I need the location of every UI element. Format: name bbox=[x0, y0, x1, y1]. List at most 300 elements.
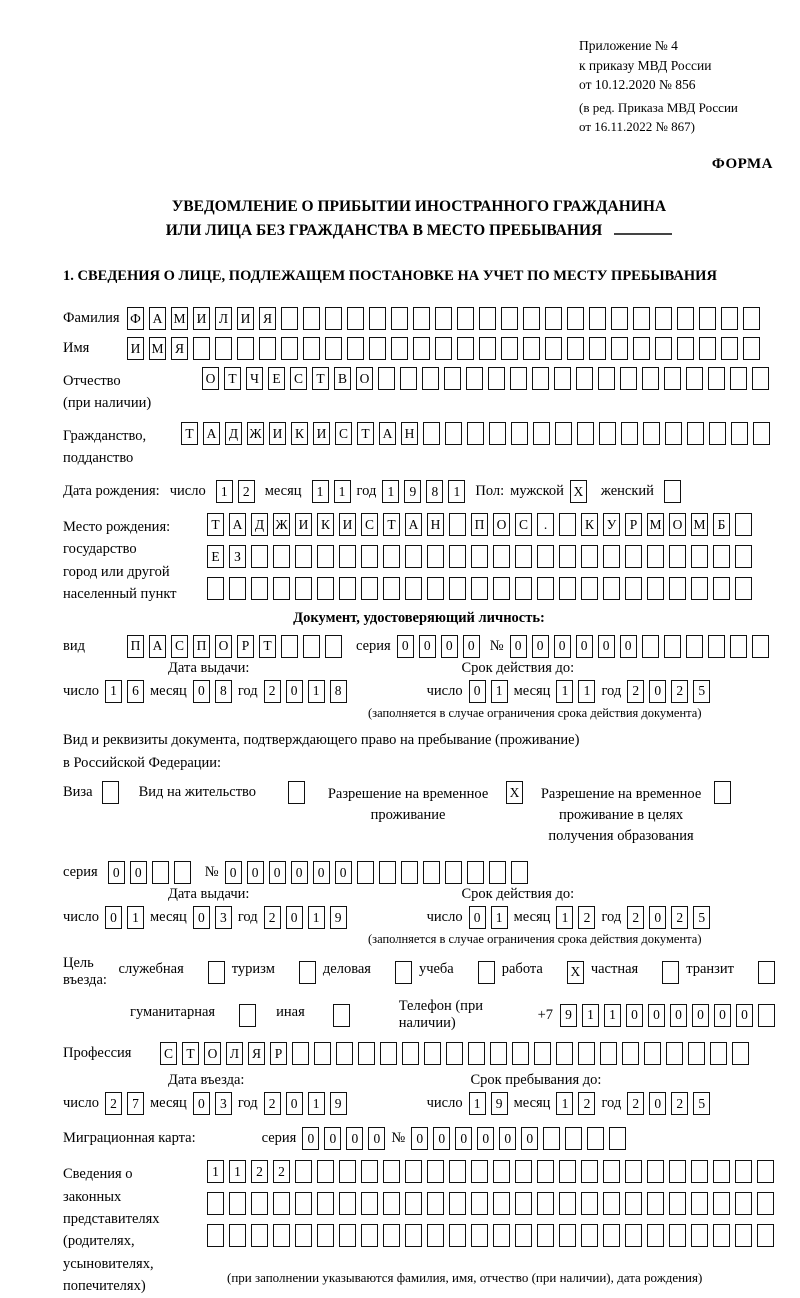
char-box bbox=[677, 337, 694, 360]
identity-doc-row bbox=[63, 635, 775, 658]
sex-label: Пол: bbox=[475, 482, 505, 499]
form-title-line2 bbox=[63, 219, 775, 242]
char-box: Л bbox=[215, 307, 232, 330]
char-box: 0 bbox=[302, 1127, 319, 1150]
char-box: Н bbox=[427, 513, 444, 536]
char-box: 1 bbox=[229, 1160, 246, 1183]
char-box bbox=[559, 1192, 576, 1215]
char-box bbox=[457, 337, 474, 360]
char-box: 2 bbox=[627, 906, 644, 929]
char-box: 1 bbox=[578, 680, 595, 703]
char-box bbox=[647, 1224, 664, 1247]
char-box bbox=[273, 577, 290, 600]
char-box bbox=[369, 337, 386, 360]
char-box: 2 bbox=[671, 680, 688, 703]
char-box bbox=[471, 545, 488, 568]
phone-prefix: +7 bbox=[537, 1006, 553, 1023]
issue-month-boxes bbox=[193, 680, 232, 703]
char-box: 2 bbox=[671, 1092, 688, 1115]
char-box bbox=[435, 307, 452, 330]
char-box: 0 bbox=[313, 861, 330, 884]
char-box: И bbox=[339, 513, 356, 536]
char-box bbox=[303, 635, 320, 658]
name-label: Имя bbox=[63, 339, 90, 356]
char-box: О bbox=[356, 367, 373, 390]
char-box bbox=[358, 1042, 375, 1065]
char-box: 1 bbox=[491, 680, 508, 703]
char-box: Т bbox=[312, 367, 329, 390]
char-box bbox=[677, 307, 694, 330]
year-label: год bbox=[237, 909, 258, 926]
visit-purpose-label: Цель въезда: bbox=[63, 955, 107, 989]
stay-month-boxes bbox=[556, 1092, 595, 1115]
char-box bbox=[603, 1224, 620, 1247]
char-box: 0 bbox=[649, 906, 666, 929]
char-box bbox=[471, 1160, 488, 1183]
option-visa bbox=[63, 781, 119, 804]
char-box bbox=[565, 1127, 582, 1150]
title-blank-line bbox=[614, 221, 672, 235]
char-box: 2 bbox=[251, 1160, 268, 1183]
char-box: 0 bbox=[397, 635, 414, 658]
identity-expiry-date-group bbox=[427, 680, 711, 703]
char-box bbox=[251, 1224, 268, 1247]
residence-series-boxes bbox=[108, 861, 191, 884]
char-box: 0 bbox=[736, 1004, 753, 1027]
char-box bbox=[325, 307, 342, 330]
char-box bbox=[699, 307, 716, 330]
char-box bbox=[576, 367, 593, 390]
char-box bbox=[413, 307, 430, 330]
edition-line: от 16.11.2022 № 867) bbox=[579, 118, 696, 134]
purpose-private-label: частная bbox=[590, 960, 639, 977]
char-box: 2 bbox=[238, 480, 255, 503]
char-box bbox=[405, 1160, 422, 1183]
expiry-year-boxes bbox=[627, 680, 710, 703]
char-box bbox=[633, 337, 650, 360]
char-box bbox=[708, 635, 725, 658]
char-box bbox=[207, 577, 224, 600]
char-box bbox=[251, 577, 268, 600]
option-temp-residence-education-checkbox bbox=[714, 781, 731, 804]
char-box bbox=[688, 1042, 705, 1065]
char-box: 1 bbox=[556, 906, 573, 929]
char-box: 9 bbox=[330, 906, 347, 929]
patronymic-row bbox=[63, 367, 775, 415]
char-box: 0 bbox=[193, 906, 210, 929]
representatives-note: (при заполнении указываются фамилия, имя, отчество (при наличии), дата рождения) bbox=[227, 1270, 703, 1286]
purpose-transit bbox=[686, 961, 775, 984]
char-box bbox=[423, 861, 440, 884]
section1-heading: 1. СВЕДЕНИЯ О ЛИЦЕ, ПОДЛЕЖАЩЕМ ПОСТАНОВКЕ НА УЧЕТ ПО МЕСТУ ПРЕБЫВАНИЯ bbox=[63, 267, 717, 284]
char-box bbox=[581, 1160, 598, 1183]
char-box bbox=[567, 337, 584, 360]
char-box bbox=[424, 1042, 441, 1065]
day-label: число bbox=[426, 909, 463, 926]
char-box bbox=[445, 861, 462, 884]
char-box bbox=[511, 422, 528, 445]
year-label: год bbox=[237, 682, 258, 699]
char-box bbox=[479, 337, 496, 360]
day-label: число bbox=[426, 1095, 463, 1112]
char-box bbox=[511, 861, 528, 884]
char-box bbox=[752, 635, 769, 658]
birth-place-label-line: Место рождения: bbox=[63, 518, 171, 535]
char-box bbox=[537, 577, 554, 600]
char-box bbox=[446, 1042, 463, 1065]
option-temp-residence bbox=[319, 781, 523, 826]
char-box: 1 bbox=[216, 480, 233, 503]
char-box bbox=[735, 577, 752, 600]
char-box bbox=[361, 1224, 378, 1247]
char-box: 2 bbox=[627, 1092, 644, 1115]
entry-day-boxes bbox=[105, 1092, 144, 1115]
sex-female-label: женский bbox=[600, 482, 654, 499]
residence-doc-dates bbox=[63, 906, 775, 929]
purpose-other-label: иная bbox=[276, 1003, 305, 1020]
char-box bbox=[281, 635, 298, 658]
char-box bbox=[757, 1160, 774, 1183]
expiry-date-header: Срок действия до: bbox=[461, 886, 575, 903]
char-box bbox=[336, 1042, 353, 1065]
expiry-month-boxes bbox=[556, 906, 595, 929]
birth-date-row bbox=[63, 480, 775, 503]
char-box: 0 bbox=[225, 861, 242, 884]
char-box bbox=[490, 1042, 507, 1065]
char-box: 0 bbox=[598, 635, 615, 658]
char-box: О bbox=[215, 635, 232, 658]
char-box bbox=[621, 422, 638, 445]
char-box bbox=[237, 337, 254, 360]
option-temp-residence-label: Разрешение на временное проживание bbox=[327, 786, 489, 824]
char-box bbox=[347, 337, 364, 360]
appendix-line: от 10.12.2020 № 856 bbox=[579, 77, 696, 93]
char-box: 0 bbox=[324, 1127, 341, 1150]
char-box bbox=[556, 1042, 573, 1065]
char-box bbox=[339, 1192, 356, 1215]
char-box: 1 bbox=[308, 680, 325, 703]
char-box bbox=[281, 337, 298, 360]
char-box bbox=[721, 337, 738, 360]
char-box bbox=[691, 545, 708, 568]
representatives-label-line: представителях bbox=[63, 1210, 160, 1227]
char-box bbox=[295, 1160, 312, 1183]
birth-place-label-line: населенный пункт bbox=[63, 586, 177, 603]
char-box bbox=[423, 422, 440, 445]
birth-place-label bbox=[63, 513, 207, 606]
char-box bbox=[545, 337, 562, 360]
year-label: год bbox=[601, 1095, 622, 1112]
char-box bbox=[589, 307, 606, 330]
char-box: Я bbox=[259, 307, 276, 330]
char-box bbox=[405, 545, 422, 568]
char-box bbox=[193, 337, 210, 360]
char-box: Р bbox=[270, 1042, 287, 1065]
patronymic-boxes bbox=[202, 367, 769, 390]
char-box bbox=[686, 635, 703, 658]
char-box bbox=[598, 367, 615, 390]
char-box bbox=[647, 577, 664, 600]
char-box: 0 bbox=[105, 906, 122, 929]
char-box bbox=[730, 635, 747, 658]
char-box bbox=[642, 367, 659, 390]
purpose-tourism-label: туризм bbox=[231, 960, 275, 977]
char-box bbox=[603, 1160, 620, 1183]
char-box bbox=[533, 422, 550, 445]
char-box bbox=[523, 337, 540, 360]
purpose-business-label: деловая bbox=[322, 960, 371, 977]
char-box: 9 bbox=[404, 480, 421, 503]
char-box bbox=[735, 1192, 752, 1215]
char-box bbox=[347, 307, 364, 330]
entry-year-boxes bbox=[264, 1092, 347, 1115]
char-box bbox=[471, 1192, 488, 1215]
char-box: 0 bbox=[670, 1004, 687, 1027]
residence-doc-series-row bbox=[63, 861, 775, 884]
form-title-line2-text: ИЛИ ЛИЦА БЕЗ ГРАЖДАНСТВА В МЕСТО ПРЕБЫВАНИЯ bbox=[165, 221, 603, 239]
name-row bbox=[63, 337, 775, 360]
sex-male-label: мужской bbox=[510, 482, 564, 499]
char-box: 0 bbox=[286, 906, 303, 929]
char-box: 5 bbox=[693, 1092, 710, 1115]
char-box bbox=[273, 545, 290, 568]
char-box bbox=[537, 545, 554, 568]
birth-place-row bbox=[63, 513, 775, 606]
char-box: Я bbox=[171, 337, 188, 360]
char-box bbox=[609, 1127, 626, 1150]
year-label: год bbox=[356, 482, 377, 499]
char-box: К bbox=[581, 513, 598, 536]
char-box bbox=[273, 1224, 290, 1247]
char-box bbox=[281, 307, 298, 330]
surname-row bbox=[63, 307, 775, 330]
char-box bbox=[501, 307, 518, 330]
char-box bbox=[587, 1127, 604, 1150]
char-box bbox=[664, 367, 681, 390]
char-box bbox=[554, 367, 571, 390]
patronymic-label-line1: Отчество bbox=[63, 372, 121, 389]
char-box: 0 bbox=[419, 635, 436, 658]
char-box bbox=[383, 1192, 400, 1215]
char-box bbox=[229, 1192, 246, 1215]
appendix-reference bbox=[579, 36, 775, 136]
char-box bbox=[603, 1192, 620, 1215]
form-label: ФОРМА bbox=[711, 156, 773, 173]
citizenship-label bbox=[63, 422, 181, 470]
char-box: А bbox=[149, 635, 166, 658]
char-box bbox=[559, 577, 576, 600]
char-box bbox=[317, 1192, 334, 1215]
identity-doc-kind-label: вид bbox=[63, 637, 85, 654]
char-box: 8 bbox=[330, 680, 347, 703]
char-box bbox=[599, 422, 616, 445]
char-box: 1 bbox=[556, 680, 573, 703]
char-box: 0 bbox=[286, 680, 303, 703]
char-box bbox=[427, 577, 444, 600]
char-box bbox=[743, 307, 760, 330]
char-box bbox=[709, 422, 726, 445]
char-box bbox=[611, 337, 628, 360]
birth-date-label: Дата рождения: bbox=[63, 482, 160, 499]
char-box: О bbox=[669, 513, 686, 536]
identity-doc-series-boxes bbox=[397, 635, 480, 658]
char-box: 1 bbox=[604, 1004, 621, 1027]
char-box: 6 bbox=[127, 680, 144, 703]
char-box bbox=[339, 545, 356, 568]
char-box: Т bbox=[259, 635, 276, 658]
char-box bbox=[515, 1192, 532, 1215]
representatives-label bbox=[63, 1160, 207, 1298]
char-box bbox=[489, 861, 506, 884]
option-residence-permit bbox=[139, 781, 305, 804]
entry-dates bbox=[63, 1092, 775, 1115]
birth-place-label-line: город или другой bbox=[63, 563, 170, 580]
char-box: 8 bbox=[215, 680, 232, 703]
char-box: 0 bbox=[576, 635, 593, 658]
char-box bbox=[647, 1160, 664, 1183]
char-box bbox=[669, 577, 686, 600]
char-box bbox=[622, 1042, 639, 1065]
char-box: 7 bbox=[127, 1092, 144, 1115]
char-box bbox=[757, 1192, 774, 1215]
char-box bbox=[383, 1160, 400, 1183]
char-box: А bbox=[229, 513, 246, 536]
char-box bbox=[207, 1224, 224, 1247]
char-box: П bbox=[127, 635, 144, 658]
char-box: 0 bbox=[247, 861, 264, 884]
representatives-label-line: усыновителях, bbox=[63, 1255, 154, 1272]
char-box: 0 bbox=[433, 1127, 450, 1150]
option-temp-residence-checkbox: X bbox=[506, 781, 523, 804]
char-box: П bbox=[471, 513, 488, 536]
char-box bbox=[361, 1160, 378, 1183]
identity-doc-dates bbox=[63, 680, 775, 703]
representatives-row bbox=[63, 1160, 775, 1298]
char-box bbox=[317, 1160, 334, 1183]
char-box bbox=[752, 367, 769, 390]
char-box: Е bbox=[207, 545, 224, 568]
char-box bbox=[361, 577, 378, 600]
char-box bbox=[743, 337, 760, 360]
char-box: И bbox=[127, 337, 144, 360]
char-box bbox=[753, 422, 770, 445]
char-box bbox=[655, 307, 672, 330]
char-box bbox=[435, 337, 452, 360]
char-box bbox=[567, 307, 584, 330]
char-box bbox=[467, 861, 484, 884]
char-box bbox=[471, 577, 488, 600]
visit-purpose-row2 bbox=[130, 998, 775, 1032]
char-box bbox=[449, 1160, 466, 1183]
residence-series-label: серия bbox=[63, 864, 98, 881]
char-box: 0 bbox=[291, 861, 308, 884]
patronymic-label-line2: (при наличии) bbox=[63, 395, 152, 412]
char-box bbox=[669, 1192, 686, 1215]
month-label: месяц bbox=[149, 682, 187, 699]
char-box: 0 bbox=[649, 680, 666, 703]
month-label: месяц bbox=[513, 682, 551, 699]
char-box bbox=[174, 861, 191, 884]
stay-year-boxes bbox=[627, 1092, 710, 1115]
representatives-label-line: Сведения о bbox=[63, 1166, 133, 1183]
char-box bbox=[317, 545, 334, 568]
char-box: А bbox=[379, 422, 396, 445]
char-box bbox=[314, 1042, 331, 1065]
char-box: 1 bbox=[334, 480, 351, 503]
char-box bbox=[317, 1224, 334, 1247]
char-box bbox=[699, 337, 716, 360]
char-box bbox=[379, 861, 396, 884]
migration-series-boxes bbox=[302, 1127, 385, 1150]
char-box bbox=[581, 577, 598, 600]
char-box bbox=[515, 577, 532, 600]
residence-doc-note: (заполняется в случае ограничения срока действия документа) bbox=[368, 932, 702, 947]
char-box: К bbox=[317, 513, 334, 536]
char-box bbox=[687, 422, 704, 445]
birth-place-boxes-row3 bbox=[207, 577, 752, 600]
char-box: 0 bbox=[269, 861, 286, 884]
char-box: 1 bbox=[491, 906, 508, 929]
char-box: 0 bbox=[532, 635, 549, 658]
surname-label: Фамилия bbox=[63, 309, 120, 326]
char-box bbox=[642, 635, 659, 658]
identity-doc-date-headers bbox=[63, 660, 775, 677]
char-box bbox=[708, 367, 725, 390]
char-box: 1 bbox=[469, 1092, 486, 1115]
year-label: год bbox=[601, 682, 622, 699]
char-box bbox=[647, 545, 664, 568]
char-box bbox=[735, 1160, 752, 1183]
char-box bbox=[691, 1160, 708, 1183]
char-box bbox=[721, 307, 738, 330]
char-box: И bbox=[313, 422, 330, 445]
char-box bbox=[691, 1192, 708, 1215]
stay-until-header: Срок пребывания до: bbox=[470, 1072, 602, 1089]
char-box bbox=[669, 545, 686, 568]
issue-year-boxes bbox=[264, 680, 347, 703]
char-box bbox=[537, 1160, 554, 1183]
purpose-work-label: работа bbox=[501, 960, 543, 977]
char-box: Т bbox=[207, 513, 224, 536]
purpose-transit-checkbox bbox=[758, 961, 775, 984]
char-box bbox=[515, 1160, 532, 1183]
expiry-date-header: Срок действия до: bbox=[461, 659, 575, 676]
char-box bbox=[666, 1042, 683, 1065]
char-box: 2 bbox=[273, 1160, 290, 1183]
char-box bbox=[303, 307, 320, 330]
char-box bbox=[735, 1224, 752, 1247]
representatives-boxes-row1 bbox=[207, 1160, 774, 1183]
identity-doc-note: (заполняется в случае ограничения срока действия документа) bbox=[368, 705, 702, 720]
purpose-business-checkbox bbox=[395, 961, 412, 984]
char-box: 0 bbox=[469, 680, 486, 703]
birth-year-boxes bbox=[382, 480, 465, 503]
appendix-line: к приказу МВД России bbox=[579, 57, 712, 73]
char-box bbox=[427, 1192, 444, 1215]
char-box: 2 bbox=[578, 1092, 595, 1115]
char-box bbox=[758, 1004, 775, 1027]
birth-day-boxes bbox=[216, 480, 255, 503]
char-box: 9 bbox=[491, 1092, 508, 1115]
profession-boxes bbox=[160, 1042, 749, 1065]
char-box: М bbox=[171, 307, 188, 330]
char-box bbox=[468, 1042, 485, 1065]
residence-doc-intro-line2: в Российской Федерации: bbox=[63, 754, 222, 771]
char-box: 0 bbox=[692, 1004, 709, 1027]
char-box bbox=[625, 1160, 642, 1183]
char-box: С bbox=[160, 1042, 177, 1065]
char-box: Д bbox=[251, 513, 268, 536]
